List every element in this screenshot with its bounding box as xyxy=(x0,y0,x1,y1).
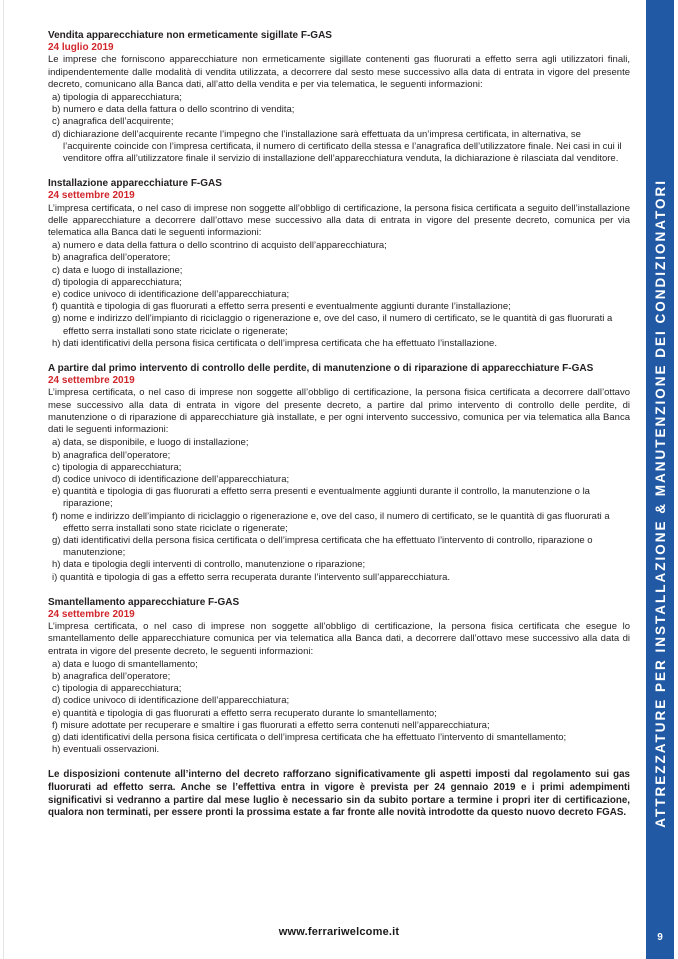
section-title: A partire dal primo intervento di controllo delle perdite, di manutenzione o di riparazione di apparecchiature F-GAS xyxy=(48,363,594,375)
section-list-item: d) tipologia di apparecchiatura; xyxy=(52,276,182,288)
footer xyxy=(48,922,630,940)
section-list-item: e) quantità e tipologia di gas fluorurati a effetto serra recuperato durante lo smantellamento; xyxy=(52,707,437,719)
section-list-item: f) misure adottate per recuperare e smaltire i gas fluorurati a effetto serra contenuti nell’apparecchiatura; xyxy=(52,719,490,731)
document-section xyxy=(48,30,630,165)
section-list-item: g) dati identificativi della persona fisica certificata o dell’impresa certificata che ha effettuato l’intervento di controllo, riparazione o manutenzione; xyxy=(52,534,593,559)
section-paragraph: L’impresa certificata, o nel caso di imprese non soggette all’obbligo di certificazione, la persona fisica certificata a decorrere dall’ottavo mese successivo alla data di entrata in vigore del presente decreto, a partire dal primo intervento di controllo delle perdite, di manutenzione o di riparazione di apparecchiature già installate, e per ogni intervento successivo, comunica per via telematica alla Banca dati le seguenti informazioni: xyxy=(48,387,630,436)
section-list-item: b) anagrafica dell’operatore; xyxy=(52,670,171,682)
section-list-item: c) anagrafica dell’acquirente; xyxy=(52,116,174,128)
section-list-item: e) quantità e tipologia di gas fluorurati a effetto serra presenti e eventualmente aggiunti durante il controllo, la manutenzione o la riparazione; xyxy=(52,486,590,510)
section-list-item: h) dati identificativi della persona fisica certificata o dell’impresa certificata che ha effettuato l’installazione. xyxy=(52,337,497,349)
section-list-item: b) anagrafica dell’operatore; xyxy=(52,252,171,264)
section-date: 24 settembre 2019 xyxy=(48,608,135,620)
section-list xyxy=(48,92,630,165)
section-title: Smantellamento apparecchiature F-GAS xyxy=(48,596,240,608)
section-paragraph: L’impresa certificata, o nel caso di imprese non soggette all’obbligo di certificazione, la persona fisica certificata che esegue lo smantellamento delle apparecchiature comunica per via telematica alla Banca dati, a decorrere dall’ottavo mese successivo alla data di entrata in vigore del presente decreto, le seguenti informazioni: xyxy=(48,621,630,657)
page-left-edge-line xyxy=(3,0,4,959)
section-list-item: a) tipologia di apparecchiatura; xyxy=(52,92,182,104)
section-date: 24 settembre 2019 xyxy=(48,190,135,202)
section-list-item: d) codice univoco di identificazione dell’apparecchiatura; xyxy=(52,473,290,485)
section-list-item: e) codice univoco di identificazione dell’apparecchiatura; xyxy=(52,289,290,301)
section-list-item: a) numero e data della fattura o dello scontrino di acquisto dell’apparecchiatura; xyxy=(52,240,387,252)
section-title: Installazione apparecchiature F-GAS xyxy=(48,178,222,190)
section-list-item: a) data, se disponibile, e luogo di installazione; xyxy=(52,437,249,449)
section-list-item: h) eventuali osservazioni. xyxy=(52,744,160,756)
section-list-item: b) numero e data della fattura o dello scontrino di vendita; xyxy=(52,104,295,116)
section-list xyxy=(48,437,630,583)
section-list-item: c) tipologia di apparecchiatura; xyxy=(52,461,182,473)
section-list-item: d) codice univoco di identificazione dell’apparecchiatura; xyxy=(52,695,290,707)
section-list-item: g) nome e indirizzo dell’impianto di riciclaggio o rigenerazione e, ove del caso, il numero di certificato, se le quantità di gas fluorurati a effetto serra installati sono state riciclate o rigenerate; xyxy=(52,313,613,337)
sidebar-band xyxy=(646,0,674,959)
section-list-item: c) data e luogo di installazione; xyxy=(52,264,183,276)
section-list-item: i) quantità e tipologia di gas a effetto serra recuperata durante l’intervento sull’apparecchiatura. xyxy=(52,571,451,583)
section-date: 24 luglio 2019 xyxy=(48,42,114,54)
section-list-item: c) tipologia di apparecchiatura; xyxy=(52,683,182,695)
section-list xyxy=(48,659,630,757)
document-section xyxy=(48,363,630,584)
document-content xyxy=(48,30,630,820)
document-section xyxy=(48,597,630,757)
section-date: 24 settembre 2019 xyxy=(48,375,135,387)
section-list-item: f) quantità e tipologia di gas fluorurati a effetto serra presenti e eventualmente aggiunti durante l’installazione; xyxy=(52,301,511,313)
sections-container xyxy=(48,30,630,756)
sidebar-vertical-title: ATTREZZATURE PER INSTALLAZIONE & MANUTENZIONE DEI CONDIZIONATORI xyxy=(652,179,668,828)
page-number: 9 xyxy=(657,932,663,943)
section-paragraph: Le imprese che forniscono apparecchiature non ermeticamente sigillate contenenti gas fluorurati a effetto serra agli utilizzatori finali, indipendentemente dalle modalità di vendita utilizzata, a decorrere dal sesto mese successivo alla data di entrata in vigore del presente decreto, comunicano alla Banca dati, all’atto della vendita e per via telematica, le seguenti informazioni: xyxy=(48,54,630,90)
section-list-item: d) dichiarazione dell’acquirente recante l’impegno che l’installazione sarà effettuata da un’impresa certificata, in alternativa, se l’acquirente coincide con l’impresa certificata, il numero di certificato della stessa e l’anagrafica dell’utilizzatore finale. Nei casi in cui il venditore offra all’utilizzatore finale il servizio di installazione dell’apparecchiatura venduta, la dichiarazione è rilasciata dal venditore. xyxy=(52,128,622,165)
section-list-item: h) data e tipologia degli interventi di controllo, manutenzione o riparazione; xyxy=(52,559,366,571)
closing-paragraph: Le disposizioni contenute all’interno del decreto rafforzano significativamente gli aspetti imposti dal regolamento sui gas fluorurati ad effetto serra. Anche se l’effettiva entra in vigore è prevista per 24 gennaio 2019 e i primi adempimenti significativi si vedranno a partire dal mese luglio è necessario sin da subito portare a termine i propri iter di certificazione, qualora non terminati, per essere pronti la prossima estate a far fronte alle novità introdotte da questo nuovo decreto FGAS. xyxy=(48,769,630,819)
section-list-item: g) dati identificativi della persona fisica certificata o dell’impresa certificata che ha effettuato l’intervento di smantellamento; xyxy=(52,731,567,743)
section-list-item: b) anagrafica dell’operatore; xyxy=(52,449,171,461)
section-list xyxy=(48,240,630,350)
footer-url-link[interactable]: www.ferrariwelcome.it xyxy=(278,926,400,938)
section-list-item: a) data e luogo di smantellamento; xyxy=(52,658,198,670)
document-section xyxy=(48,178,630,350)
section-list-item: f) nome e indirizzo dell’impianto di riciclaggio o rigenerazione e, ove del caso, il numero di certificato, se le quantità di gas fluorurati a effetto serra installati sono state riciclate o rigenerate; xyxy=(52,510,610,534)
section-paragraph: L’impresa certificata, o nel caso di imprese non soggette all’obbligo di certificazione, la persona fisica certificata a seguito dell’installazione delle apparecchiature a decorrere dall’ottavo mese successivo alla data di entrata in vigore del presente decreto, comunica per via telematica alla Banca dati le seguenti informazioni: xyxy=(48,202,630,239)
section-title: Vendita apparecchiature non ermeticamente sigillate F-GAS xyxy=(48,30,332,41)
